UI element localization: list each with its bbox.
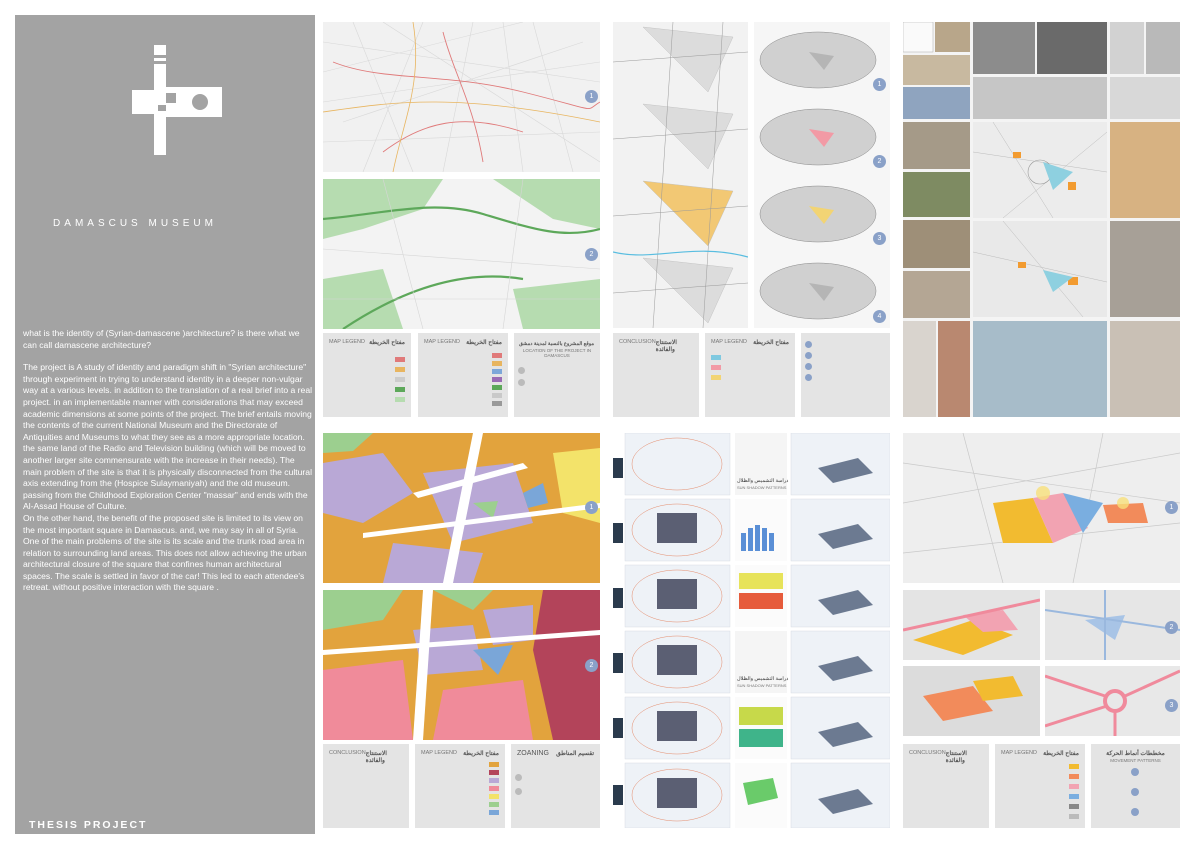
- diagram-list-box: [801, 333, 890, 417]
- conclusion-title-en: CONCLUSION: [909, 750, 946, 756]
- project-title: DAMASCUS MUSEUM: [53, 218, 217, 229]
- list-bullet: [805, 341, 812, 348]
- panel-road-maps: [323, 22, 600, 417]
- conclusion-box: [323, 744, 409, 828]
- movement-title-ar: مخططات أنماط الحركة: [1106, 751, 1165, 757]
- list-bullet: [515, 774, 522, 781]
- thesis-label: THESIS PROJECT: [29, 819, 148, 831]
- zoning-title-ar: تقسيم المناطق: [556, 751, 594, 757]
- legend-title-en: MAP LEGEND: [1001, 750, 1037, 756]
- map-number-badge: 1: [873, 78, 886, 91]
- movement-main-map: [903, 433, 1180, 583]
- list-bullet: [518, 379, 525, 386]
- map-legend: [418, 333, 508, 417]
- map-number-badge: 2: [585, 248, 598, 261]
- map-number-badge: 2: [873, 155, 886, 168]
- panel-landuse: [323, 433, 600, 828]
- panel-site-axonometrics: [613, 22, 890, 417]
- list-bullet: [805, 374, 812, 381]
- sun-study-title-ar: دراسة التشميس والظلال: [737, 676, 789, 682]
- landuse-map-1: [323, 433, 600, 583]
- conclusion-box: [903, 744, 989, 828]
- location-title-ar: موقع المشروع بالنسبة لمدينة دمشق: [518, 341, 594, 347]
- intro-paragraph: The project is A study of identity and paradigm shift in "Syrian architecture" through experiment in trying to understand identity in a deeper non-vulgar way at a various levels. in addition to the translation of a real brief into a real project. in an implementable manner with considerations that may exceed academic dimensions at some points of the project. The brief entails moving the contents of the current National Museum and the Directorate of Antiquities and Museums to what they see as a more appropriate location. the same land of the Radio and Television building (which will be moved to another larger site commensurate with the increase in their needs). The main problem of the site is that it is physically disconnected from the cultural axis extending from the (Hospice Sulaymaniyah) and the old museum. passing from the Childhood Exploration Center "massar" and ends with the Al-Assad House of Culture.: [23, 362, 313, 512]
- movement-title-en: MOVEMENT PATTERNS: [1110, 758, 1161, 763]
- list-bullet: [805, 363, 812, 370]
- photo-collage: [903, 22, 1180, 417]
- legend-title-en: MAP LEGEND: [711, 339, 747, 345]
- panel-photo-collage: [903, 22, 1180, 417]
- project-location-box: [514, 333, 600, 417]
- intro-text: [23, 328, 313, 605]
- legend-title-ar: مفتاح الخريطة: [753, 340, 789, 346]
- legend-title-ar: مفتاح الخريطة: [466, 340, 502, 346]
- map-number-badge: 2: [585, 659, 598, 672]
- map-legend: [415, 744, 505, 828]
- panel-sun-studies: [613, 433, 890, 828]
- sun-study-title-en: SUN SHADOW PATTERNS: [737, 485, 787, 490]
- map-legend: [995, 744, 1085, 828]
- zoning-box: [511, 744, 600, 828]
- sun-path-diagrams: [613, 433, 890, 828]
- map-number-badge: 4: [873, 310, 886, 323]
- map-legend: [705, 333, 795, 417]
- movement-axon-2: [1045, 590, 1180, 660]
- conclusion-title-en: CONCLUSION: [619, 339, 656, 345]
- sun-study-title-en: SUN SHADOW PATTERNS: [737, 683, 787, 688]
- movement-axon-1: [903, 590, 1040, 660]
- map-number-badge: 2: [1165, 621, 1178, 634]
- legend-title-en: MAP LEGEND: [421, 750, 457, 756]
- intro-paragraph: One of the main problems of the site is its scale and the trunk road area in relation to surrounding land areas. This does not allow achieving the urban architectural closure of the square that confines human architectural spaces. The scale is settled in favor of the car! This led to each attendee's retreat. without positive interaction with the square .: [23, 536, 307, 593]
- movement-axon-3: [903, 666, 1040, 736]
- conclusion-title-en: CONCLUSION: [329, 750, 366, 756]
- sun-study-title-ar: دراسة التشميس والظلال: [737, 478, 789, 484]
- list-bullet: [515, 788, 522, 795]
- legend-title-ar: مفتاح الخريطة: [1043, 751, 1079, 757]
- legend-title-ar: مفتاح الخريطة: [369, 340, 405, 346]
- conclusion-title-ar: الاستنتاج والفائدة: [655, 340, 677, 353]
- legend-title-ar: مفتاح الخريطة: [463, 751, 499, 757]
- site-plan-series: [613, 22, 748, 328]
- map-number-badge: 1: [585, 90, 598, 103]
- map-number-badge: 1: [1165, 501, 1178, 514]
- list-bullet: [518, 367, 525, 374]
- road-network-map: [323, 22, 600, 172]
- list-bullet: [1131, 768, 1139, 776]
- list-bullet: [1131, 788, 1139, 796]
- panel-movement-patterns: [903, 433, 1180, 828]
- movement-patterns-box: [1091, 744, 1180, 828]
- intro-paragraph: On the other hand, the benefit of the proposed site is limited to its view on the most important square in Damascus. and, we may say in all of Syria.: [23, 512, 303, 535]
- map-number-badge: 3: [873, 232, 886, 245]
- landuse-map-2: [323, 590, 600, 740]
- intro-paragraph: what is the identity of (Syrian-damascene )architecture? is there what we can call damascene architecture?: [23, 328, 300, 350]
- location-title-en: LOCATION OF THE PROJECT IN DAMASCUS: [522, 348, 592, 358]
- conclusion-title-ar: الاستنتاج والفائدة: [365, 751, 387, 764]
- map-legend: [323, 333, 411, 417]
- map-number-badge: 1: [585, 501, 598, 514]
- museum-logo: [132, 45, 222, 155]
- list-bullet: [1131, 808, 1139, 816]
- intro-panel: [15, 15, 315, 834]
- zoning-title-en: ZOANING: [517, 750, 549, 757]
- legend-title-en: MAP LEGEND: [424, 339, 460, 345]
- green-areas-map: [323, 179, 600, 329]
- map-number-badge: 3: [1165, 699, 1178, 712]
- axonometric-disc-series: [754, 22, 890, 328]
- movement-axon-4: [1045, 666, 1180, 736]
- list-bullet: [805, 352, 812, 359]
- conclusion-box: [613, 333, 699, 417]
- legend-title-en: MAP LEGEND: [329, 339, 365, 345]
- conclusion-title-ar: الاستنتاج والفائدة: [945, 751, 967, 764]
